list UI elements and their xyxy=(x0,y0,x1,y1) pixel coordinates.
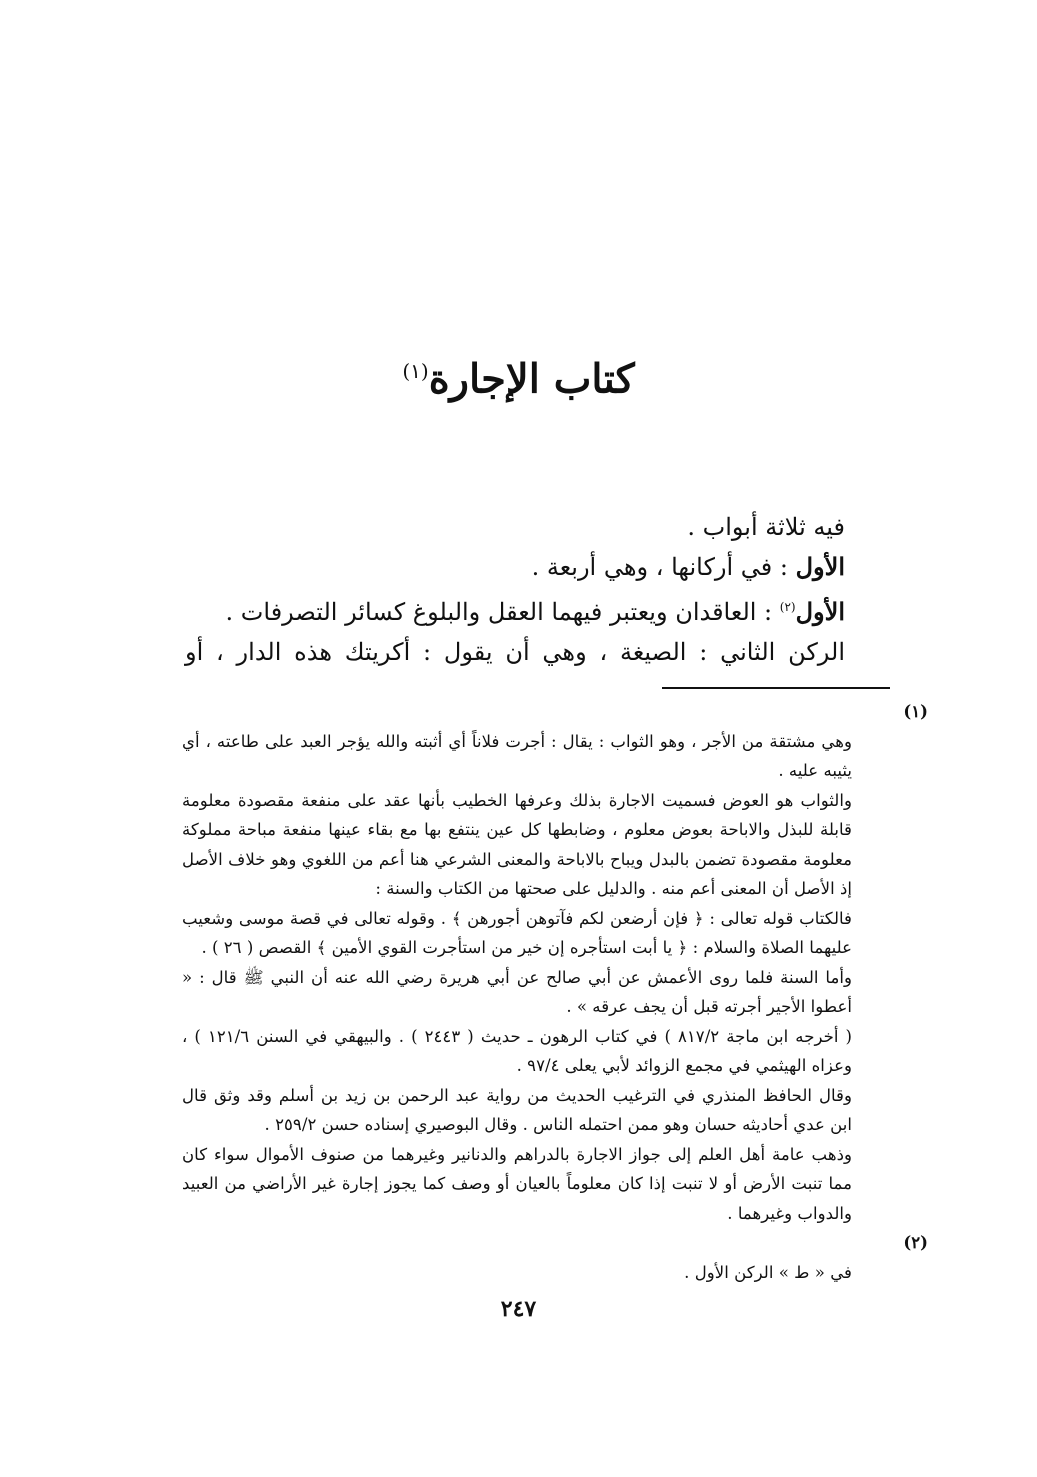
main-text xyxy=(185,507,845,672)
main-line-2-label: الأول xyxy=(795,552,845,581)
footnote-1-marker: (١) xyxy=(903,701,928,721)
main-line-3 xyxy=(185,587,845,632)
footnote-1-para-5: ( أخرجه ابن ماجة ٨١٧/٢ ) في كتاب الرهون ـ حديث ( ٢٤٤٣ ) . والبيهقي في السنن ١٢١/٦ ) ، وعزاه الهيثمي في مجمع الزوائد لأبي يعلى ٩٧/٤ . xyxy=(182,1026,852,1075)
main-line-3-text: : العاقدان ويعتبر فيهما العقل والبلوغ كسائر التصرفات . xyxy=(225,598,780,626)
footnote-1-para-2: والثواب هو العوض فسميت الاجارة بذلك وعرفها الخطيب بأنها عقد على منفعة مقصودة معلومة قابلة للبذل والاباحة بعوض معلوم ، وضابطها كل عين ينتفع بها مع بقاء عينها منفعة مباحة مملوكة معلومة مقصودة تضمن بالبدل ويباح بالاباحة والمعنى الشرعي هنا أعم من اللغوي وهو خلاف الأصل إذ الأصل أن المعنى أعم منه . والدليل على صحتها من الكتاب والسنة : xyxy=(182,790,852,898)
main-line-4-text: الركن الثاني : الصيغة ، وهي أن يقول : أكريتك هذه الدار ، أو xyxy=(185,638,846,666)
footnote-1 xyxy=(182,697,928,1228)
footnote-2-para-1 xyxy=(182,1228,928,1287)
main-line-1 xyxy=(185,507,845,547)
page-number: ٢٤٧ xyxy=(500,1296,537,1322)
footnote-1-para-4: وأما السنة فلما روى الأعمش عن أبي صالح عن أبي هريرة رضي الله عنه أن النبي ﷺ قال : « أعطوا الأجير أجرته قبل أن يجف عرقه » . xyxy=(182,967,852,1016)
main-line-3-label: الأول xyxy=(795,597,845,626)
footnote-1-text-1: وهي مشتقة من الأجر ، وهو الثواب : يقال : أجرت فلاناً أي أثبته والله يؤجر العبد على طاعته ، أي يثيبه عليه . xyxy=(182,731,852,780)
main-line-4 xyxy=(185,632,845,672)
footnote-2-text-1: في « ط » الركن الأول . xyxy=(684,1262,852,1282)
footnote-2-marker: (٢) xyxy=(903,1232,928,1252)
main-line-3-footnote-marker: (٢) xyxy=(779,600,796,614)
footnotes xyxy=(182,697,928,1287)
main-line-2-text: : في أركانها ، وهي أربعة . xyxy=(531,553,796,581)
chapter-title-footnote-marker: (١) xyxy=(402,358,429,383)
main-line-1-text: فيه ثلاثة أبواب . xyxy=(687,513,845,541)
footnote-1-para-1 xyxy=(182,697,928,786)
footnote-2 xyxy=(182,1228,928,1287)
footnote-separator xyxy=(662,687,890,689)
chapter-title xyxy=(0,345,1037,405)
footnote-1-para-3: فالكتاب قوله تعالى : ﴿ فإن أرضعن لكم فآتوهن أجورهن ﴾ . وقوله تعالى في قصة موسى وشعيب عليهما الصلاة والسلام : ﴿ يا أبت استأجره إن خير من استأجرت القوي الأمين ﴾ القصص ( ٢٦ ) . xyxy=(182,908,852,957)
main-line-2 xyxy=(185,547,845,587)
footnote-1-para-7: وذهب عامة أهل العلم إلى جواز الاجارة بالدراهم والدنانير وغيرهما من صنوف الأموال سواء كان مما تنبت الأرض أو لا تنبت إذا كان معلوماً بالعيان أو وصف كما يجوز إجارة غير الأراضي من العبيد والدواب وغيرهما . xyxy=(182,1144,852,1223)
chapter-title-text: كتاب الإجارة xyxy=(428,355,635,403)
footnote-1-para-6: وقال الحافظ المنذري في الترغيب الحديث من رواية عبد الرحمن بن زيد بن أسلم وقد وثق قال ابن عدي أحاديثه حسان وهو ممن احتمله الناس . وقال البوصيري إسناده حسن ٢٥٩/٢ . xyxy=(182,1085,852,1134)
